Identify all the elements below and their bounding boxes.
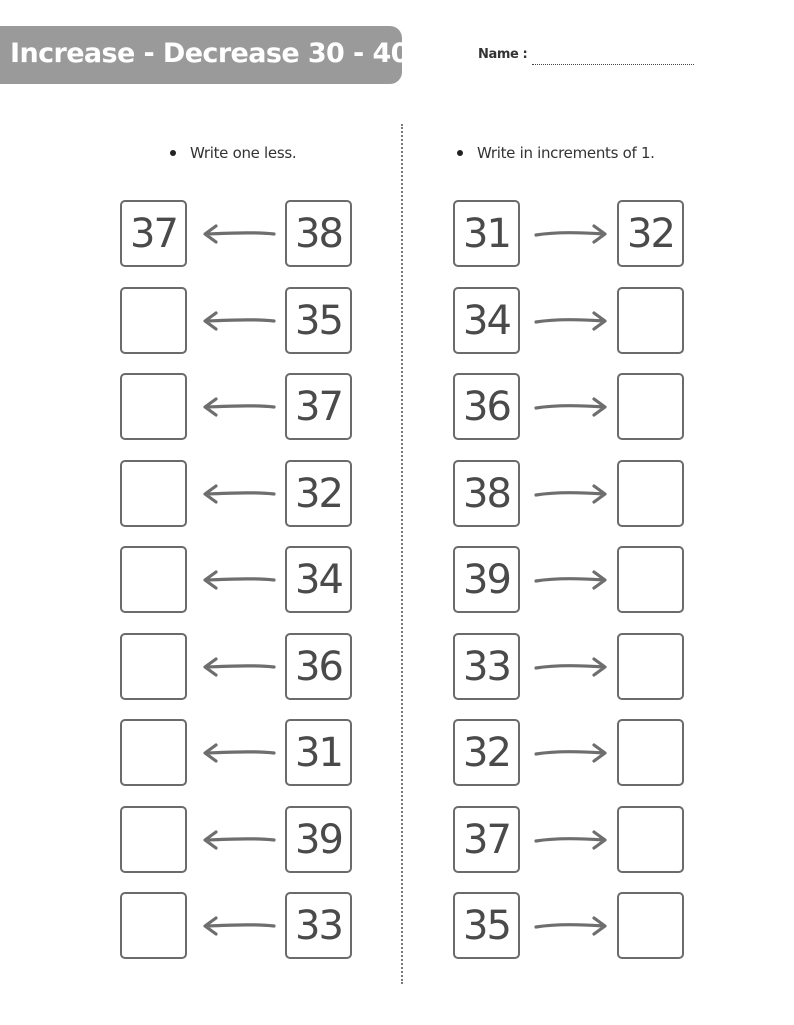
answer-box[interactable] (617, 719, 684, 786)
column-divider (401, 124, 403, 984)
answer-box[interactable] (617, 892, 684, 959)
arrow-left-icon (200, 655, 278, 679)
number-box: 33 (285, 892, 352, 959)
arrow-left-icon (200, 309, 278, 333)
number-box: 31 (285, 719, 352, 786)
number-box: 39 (285, 806, 352, 873)
number-box: 38 (453, 460, 520, 527)
bullet-icon (170, 150, 176, 156)
page-title: Increase - Decrease 30 - 40 (10, 38, 409, 69)
right-instruction-text: Write in increments of 1. (477, 144, 655, 162)
arrow-right-icon (532, 222, 610, 246)
number-box: 31 (453, 200, 520, 267)
arrow-right-icon (532, 395, 610, 419)
arrow-right-icon (532, 482, 610, 506)
answer-box[interactable] (120, 287, 187, 354)
arrow-right-icon (532, 914, 610, 938)
right-instruction (457, 144, 655, 162)
answer-box[interactable]: 37 (120, 200, 187, 267)
name-field[interactable] (532, 64, 694, 65)
number-box: 34 (453, 287, 520, 354)
answer-box[interactable] (617, 287, 684, 354)
arrow-left-icon (200, 568, 278, 592)
name-label: Name : (478, 47, 528, 62)
answer-box[interactable] (120, 719, 187, 786)
number-box: 37 (453, 806, 520, 873)
answer-box[interactable] (617, 633, 684, 700)
number-box: 37 (285, 373, 352, 440)
arrow-left-icon (200, 482, 278, 506)
bullet-icon (457, 150, 463, 156)
number-box: 36 (453, 373, 520, 440)
arrow-right-icon (532, 309, 610, 333)
arrow-left-icon (200, 828, 278, 852)
number-box: 33 (453, 633, 520, 700)
arrow-right-icon (532, 568, 610, 592)
answer-box[interactable]: 32 (617, 200, 684, 267)
left-instruction (170, 144, 296, 162)
number-box: 35 (453, 892, 520, 959)
number-box: 39 (453, 546, 520, 613)
answer-box[interactable] (617, 546, 684, 613)
answer-box[interactable] (617, 806, 684, 873)
number-box: 35 (285, 287, 352, 354)
number-box: 32 (285, 460, 352, 527)
arrow-right-icon (532, 655, 610, 679)
answer-box[interactable] (617, 460, 684, 527)
answer-box[interactable] (120, 806, 187, 873)
number-box: 32 (453, 719, 520, 786)
number-box: 36 (285, 633, 352, 700)
answer-box[interactable] (120, 892, 187, 959)
arrow-right-icon (532, 828, 610, 852)
arrow-right-icon (532, 741, 610, 765)
answer-box[interactable] (617, 373, 684, 440)
left-instruction-text: Write one less. (190, 144, 297, 162)
answer-box[interactable] (120, 373, 187, 440)
arrow-left-icon (200, 741, 278, 765)
number-box: 34 (285, 546, 352, 613)
answer-box[interactable] (120, 460, 187, 527)
number-box: 38 (285, 200, 352, 267)
arrow-left-icon (200, 222, 278, 246)
arrow-left-icon (200, 914, 278, 938)
arrow-left-icon (200, 395, 278, 419)
answer-box[interactable] (120, 546, 187, 613)
answer-box[interactable] (120, 633, 187, 700)
